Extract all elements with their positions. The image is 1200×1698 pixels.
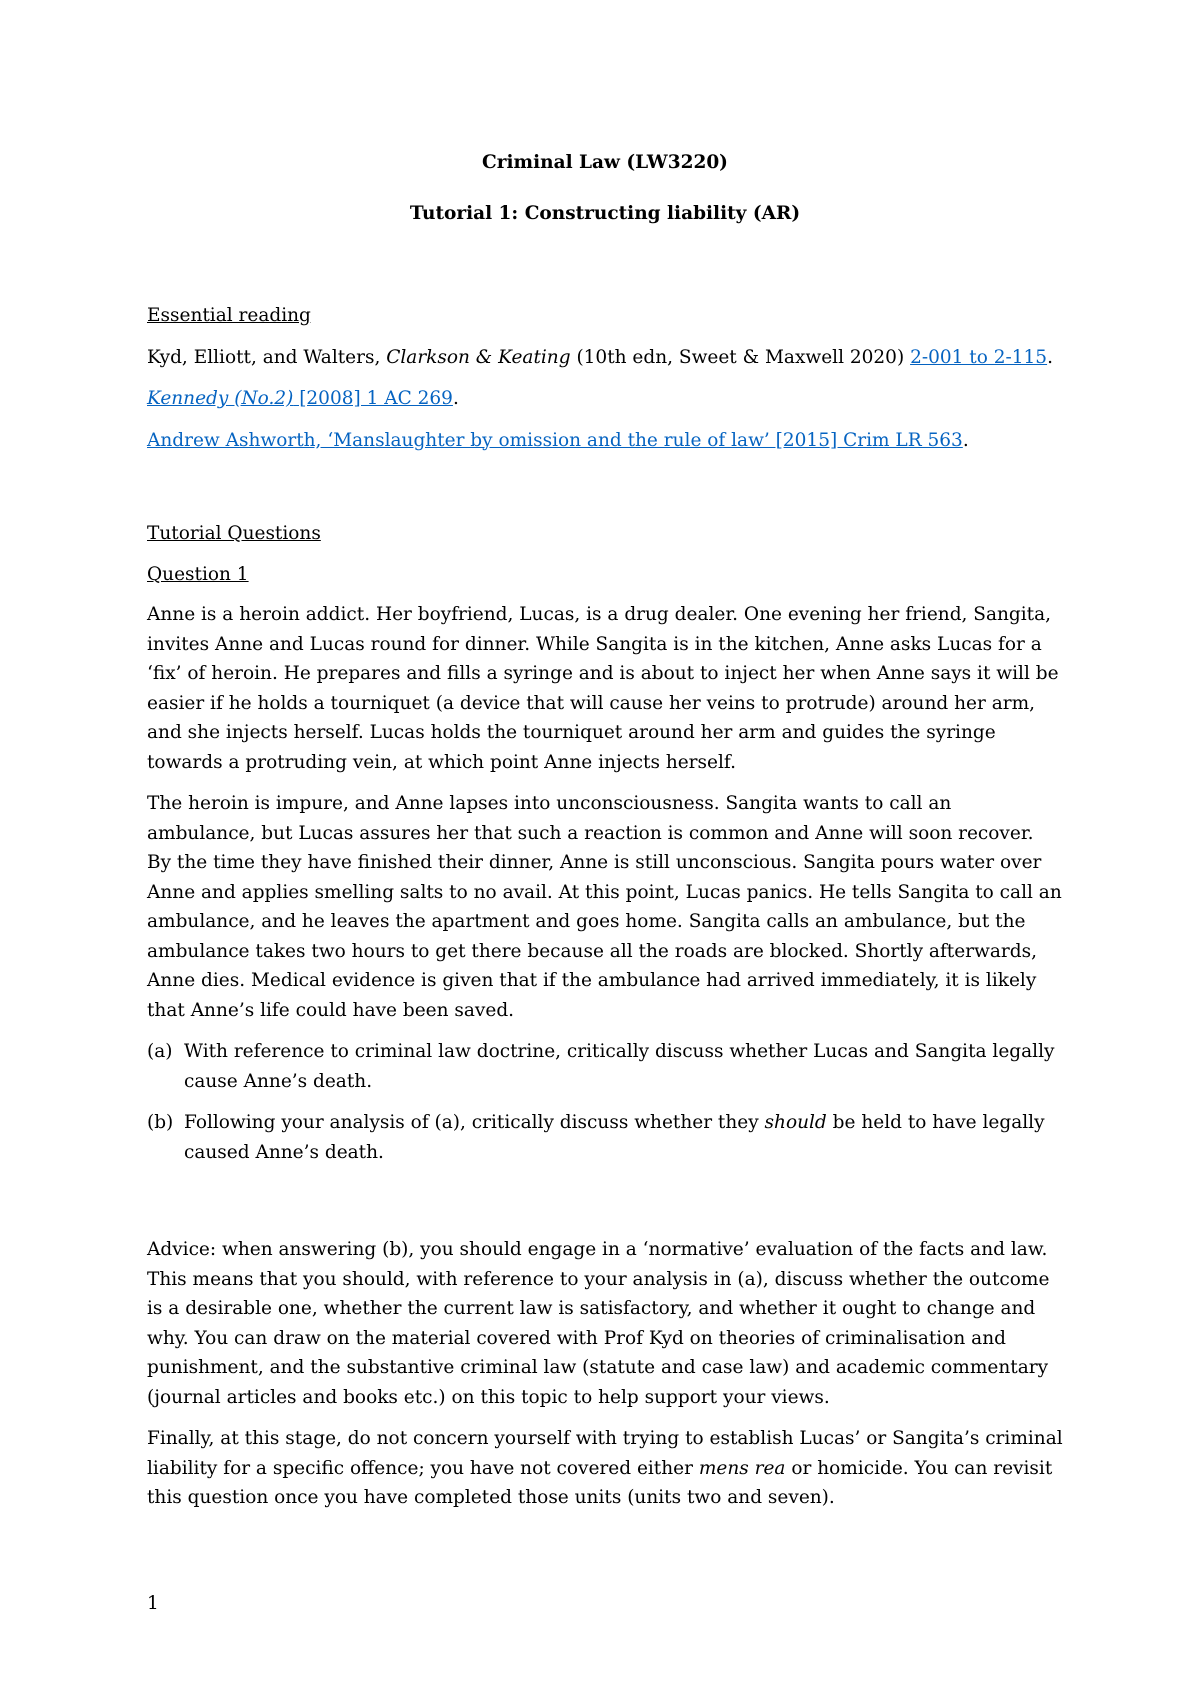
- advice-paragraph-2-emphasis: mens rea: [698, 1457, 786, 1479]
- subquestion-b-text: [184, 1108, 1063, 1167]
- reading-item-article-suffix: .: [962, 429, 969, 451]
- reading-item-textbook-prefix: Kyd, Elliott, and Walters,: [147, 346, 387, 368]
- course-title: Criminal Law (LW3220): [482, 152, 728, 173]
- essential-reading-heading: Essential reading: [147, 305, 311, 326]
- subquestion-a: [147, 1037, 1063, 1096]
- kennedy-case-name: Kennedy (No.2): [147, 388, 294, 409]
- subquestion-b-after: be held to have legally caused Anne’s death.: [184, 1112, 1045, 1163]
- reading-item-textbook-title: Clarkson & Keating: [386, 346, 571, 368]
- kennedy-case-link[interactable]: [147, 388, 453, 409]
- textbook-chapter-link[interactable]: 2-001 to 2-115: [910, 346, 1048, 368]
- subquestion-a-marker: (a): [147, 1041, 173, 1062]
- subquestion-b: [147, 1108, 1063, 1167]
- question-1-subquestions: [147, 1037, 1063, 1167]
- page-number: 1: [147, 1593, 159, 1614]
- reading-item-article: [147, 426, 1063, 456]
- advice-paragraph-2-after: or homicide. You can revisit this question once you have completed those units (units two and seven).: [147, 1457, 1053, 1508]
- reading-item-case-suffix: .: [452, 388, 459, 409]
- subquestion-b-before: Following your analysis of (a), critically discuss whether they: [184, 1112, 765, 1133]
- question-1-heading: Question 1: [147, 563, 249, 585]
- reading-item-case: [147, 384, 1063, 414]
- question-1-paragraph-1: Anne is a heroin addict. Her boyfriend, Lucas, is a drug dealer. One evening her friend, Sangita, invites Anne and Lucas round for dinner. While Sangita is in the kitchen, Anne asks Lucas for a ‘fix’ of heroin. He prepares and fills a syringe and is about to inject her when Anne says it will be easier if he holds a tourniquet (a device that will cause her veins to protrude) around her arm, and she injects herself. Lucas holds the tourniquet around her arm and guides the syringe towards a protruding vein, at which point Anne injects herself.: [147, 604, 1059, 773]
- document-body: [147, 148, 1063, 1525]
- reading-item-textbook-middle: (10th edn, Sweet & Maxwell 2020): [570, 346, 911, 368]
- kennedy-case-citation: [2008] 1 AC 269: [293, 388, 453, 409]
- advice-paragraph-1: Advice: when answering (b), you should engage in a ‘normative’ evaluation of the facts and law. This means that you should, with reference to your analysis in (a), discuss whether the outcome is a desirable one, whether the current law is satisfactory, and whether it ought to change and why. You can draw on the material covered with Prof Kyd on theories of criminalisation and punishment, and the substantive criminal law (statute and case law) and academic commentary (journal articles and books etc.) on this topic to help support your views.: [147, 1239, 1050, 1408]
- advice-paragraph-2-before: Finally, at this stage, do not concern yourself with trying to establish Lucas’ or Sangita’s criminal liability for a specific offence; you have not covered either: [147, 1428, 1063, 1479]
- ashworth-article-link[interactable]: Andrew Ashworth, ‘Manslaughter by omission and the rule of law’ [2015] Crim LR 563: [147, 429, 963, 451]
- subquestion-a-text: With reference to criminal law doctrine, critically discuss whether Lucas and Sangita legally cause Anne’s death.: [184, 1041, 1055, 1092]
- subquestion-b-marker: (b): [147, 1112, 174, 1133]
- subquestion-b-emphasis: should: [764, 1112, 827, 1133]
- reading-item-textbook-suffix: .: [1047, 346, 1053, 368]
- tutorial-questions-heading: Tutorial Questions: [147, 523, 321, 544]
- advice-paragraph-2: [147, 1424, 1063, 1513]
- reading-item-textbook: [147, 343, 1063, 373]
- question-1-paragraph-2: The heroin is impure, and Anne lapses into unconsciousness. Sangita wants to call an ambulance, but Lucas assures her that such a reaction is common and Anne will soon recover. By the time they have finished their dinner, Anne is still unconscious. Sangita pours water over Anne and applies smelling salts to no avail. At this point, Lucas panics. He tells Sangita to call an ambulance, and he leaves the apartment and goes home. Sangita calls an ambulance, but the ambulance takes two hours to get there because all the roads are blocked. Shortly afterwards, Anne dies. Medical evidence is given that if the ambulance had arrived immediately, it is likely that Anne’s life could have been saved.: [147, 793, 1062, 1021]
- tutorial-title: Tutorial 1: Constructing liability (AR): [409, 202, 801, 224]
